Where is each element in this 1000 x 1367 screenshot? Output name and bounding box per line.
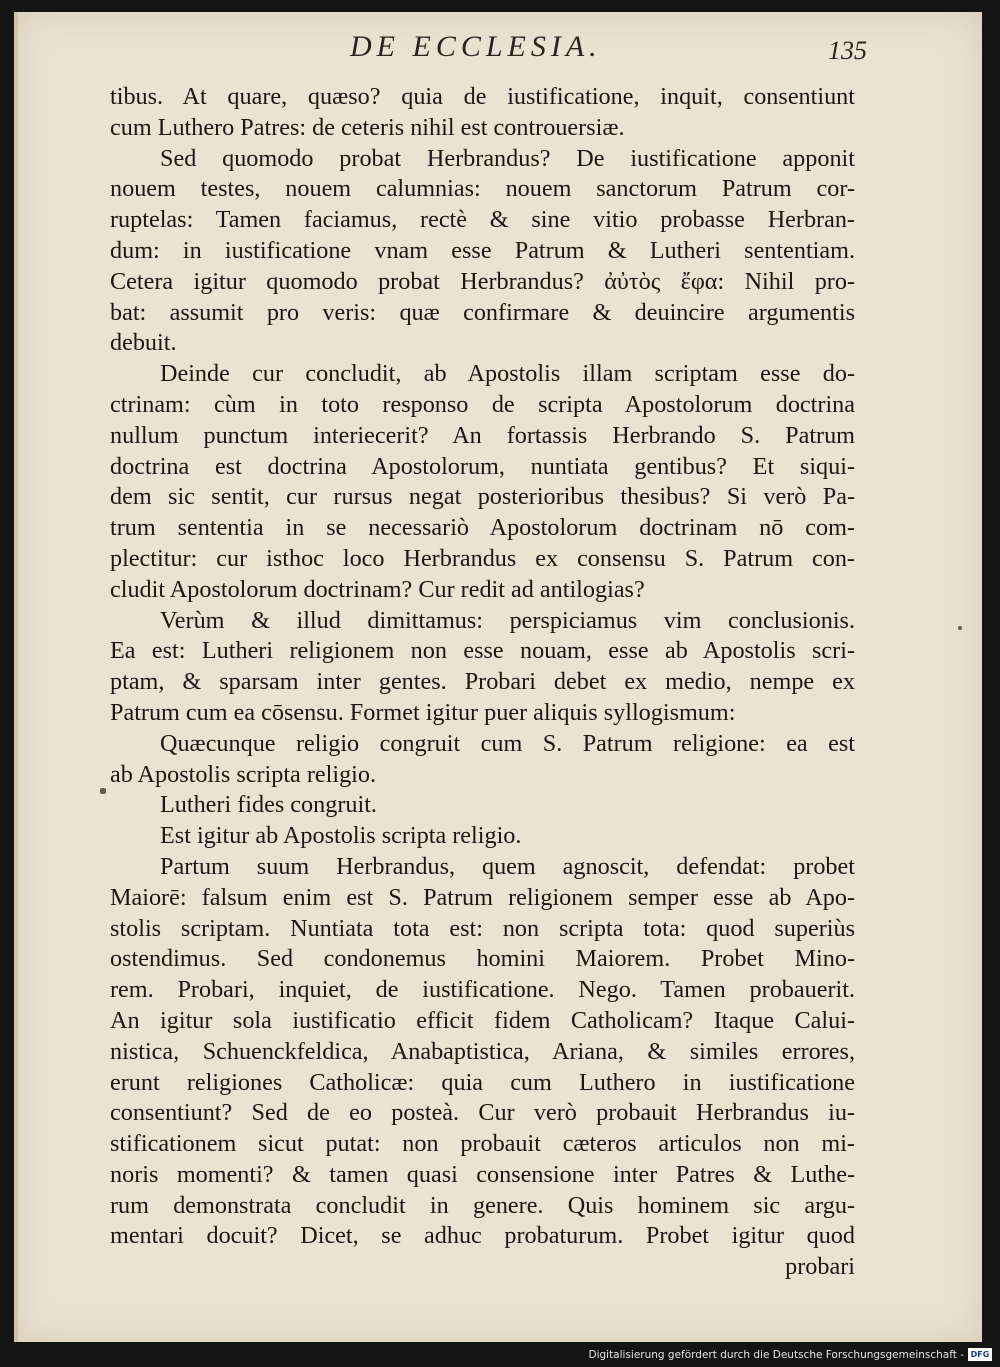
text-line: debuit. <box>110 329 177 357</box>
page-header <box>0 30 1000 70</box>
page-number: 135 <box>828 36 867 65</box>
text-line: ostendimus. Sed condonemus homini Maiorem. Probet Mino- <box>110 945 855 973</box>
text-line: rem. Probari, inquiet, de iustificatione. Nego. Tamen probauerit. <box>110 976 855 1004</box>
text-line: Patrum cum ea cōsensu. Formet igitur puer aliquis syllogismum: <box>110 698 736 726</box>
digitization-credit: Digitalisierung gefördert durch die Deutsche Forschungsgemeinschaft - <box>588 1349 964 1361</box>
text-line: dem sic sentit, cur rursus negat posterioribus thesibus? Si verò Pa- <box>110 483 855 511</box>
text-line: Partum suum Herbrandus, quem agnoscit, defendat: probet <box>160 852 855 880</box>
text-line: dum: in iustificatione vnam esse Patrum & Lutheri sententiam. <box>110 236 855 264</box>
text-line: probari <box>785 1253 855 1281</box>
text-line: plectitur: cur isthoc loco Herbrandus ex consensu S. Patrum con- <box>110 544 855 572</box>
page-gutter-edge <box>14 12 18 1342</box>
running-head: DE ECCLESIA. <box>350 30 602 63</box>
body-text <box>110 82 855 1283</box>
text-line: Verùm & illud dimittamus: perspiciamus vim conclusionis. <box>160 606 855 634</box>
text-line: erunt religiones Catholicæ: quia cum Luthero in iustificatione <box>110 1068 855 1096</box>
text-line: stificationem sicut putat: non probauit cæteros articulos non mi- <box>110 1130 855 1158</box>
text-line: Cetera igitur quomodo probat Herbrandus? ἀὐτὸς ἔφα: Nihil pro- <box>110 267 855 295</box>
text-line: Quæcunque religio congruit cum S. Patrum religione: ea est <box>160 729 855 757</box>
paper-speck <box>958 626 962 630</box>
paper-speck <box>100 788 106 794</box>
text-line: ab Apostolis scripta religio. <box>110 760 377 788</box>
text-line: tibus. At quare, quæso? quia de iustificatione, inquit, consentiunt <box>110 83 855 110</box>
text-line: Ea est: Lutheri religionem non esse nouam, esse ab Apostolis scri- <box>110 637 855 665</box>
text-line: ctrinam: cùm in toto responso de scripta Apostolorum doctrina <box>110 390 855 418</box>
text-line: rum demonstrata concludit in genere. Quis hominem sic argu- <box>110 1191 855 1219</box>
dfg-logo: DFG <box>968 1348 992 1361</box>
footer-bar <box>0 1342 1000 1367</box>
text-line: Sed quomodo probat Herbrandus? De iustificatione apponit <box>160 144 855 172</box>
text-line: Lutheri fides congruit. <box>160 791 377 819</box>
text-line: Maiorē: falsum enim est S. Patrum religionem semper esse ab Apo- <box>110 883 855 911</box>
text-line: cludit Apostolorum doctrinam? Cur redit ad antilogias? <box>110 575 645 603</box>
text-line: consentiunt? Sed de eo posteà. Cur verò probauit Herbrandus iu- <box>110 1099 855 1127</box>
text-line: nistica, Schuenckfeldica, Anabaptistica, Ariana, & similes errores, <box>110 1037 855 1065</box>
text-line: mentari docuit? Dicet, se adhuc probaturum. Probet igitur quod <box>110 1222 855 1250</box>
text-line: bat: assumit pro veris: quæ confirmare & deuincire argumentis <box>110 298 855 326</box>
text-line: nullum punctum interiecerit? An fortassis Herbrando S. Patrum <box>110 421 855 449</box>
text-line: trum sententia in se necessariò Apostolorum doctrinam nō com- <box>110 514 855 542</box>
text-line: ptam, & sparsam inter gentes. Probari debet ex medio, nempe ex <box>110 668 855 696</box>
text-line: noris momenti? & tamen quasi consensione inter Patres & Luthe- <box>110 1160 855 1188</box>
text-line: stolis scriptam. Nuntiata tota est: non scripta tota: quod superiùs <box>110 914 855 942</box>
text-line: An igitur sola iustificatio efficit fidem Catholicam? Itaque Calui- <box>110 1006 855 1034</box>
text-line: nouem testes, nouem calumnias: nouem sanctorum Patrum cor- <box>110 175 855 203</box>
text-line: cum Luthero Patres: de ceteris nihil est controuersiæ. <box>110 113 625 141</box>
text-line: doctrina est doctrina Apostolorum, nuntiata gentibus? Et siqui- <box>110 452 855 480</box>
text-line: ruptelas: Tamen faciamus, rectè & sine vitio probasse Herbran- <box>110 206 855 234</box>
text-line: Est igitur ab Apostolis scripta religio. <box>160 822 522 850</box>
text-line: Deinde cur concludit, ab Apostolis illam scriptam esse do- <box>160 360 855 388</box>
